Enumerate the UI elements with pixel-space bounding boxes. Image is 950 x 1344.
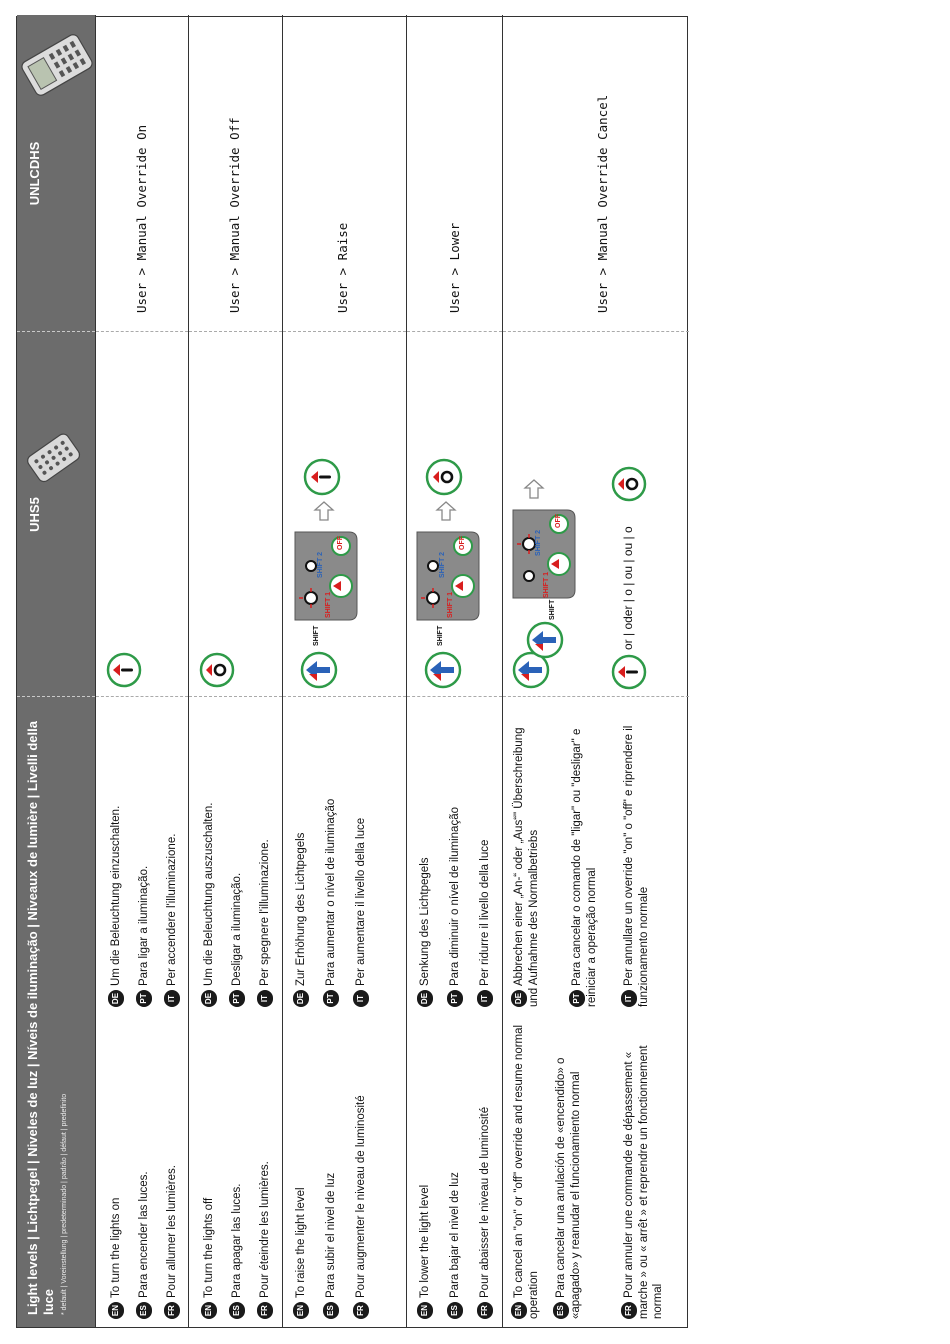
instruction-de: DESenkung des Lichtpegels [417,702,433,1007]
instruction-es: ESPara subir el nivel de luz [323,1009,339,1319]
off-label: OFF [555,514,562,528]
shift-lower-button-icon[interactable] [525,620,565,660]
off-button-icon[interactable] [199,652,235,688]
instruction-es: ESPara apagar las luces. [229,1009,245,1319]
unl-cell [96,14,188,332]
on-button-icon[interactable] [611,654,647,690]
instruction-it: ITPer annullare un override "on" o "off" e riprendere il funzionamento normale [621,707,651,1007]
or-text: or | oder | o | ou | ou | o [621,526,635,650]
instruction-it: ITPer accendere l'illuminazione. [164,702,180,1007]
instruction-it: ITPer ridurre il livello della luce [477,702,493,1007]
table-row [95,15,188,1327]
instruction-en: ENTo turn the lights off [201,1009,217,1319]
instruction-it: ITPer spegnere l'illuminazione. [257,702,273,1007]
on-button-icon[interactable] [106,652,142,688]
instruction-de: DEUm die Beleuchtung auszuschalten. [201,702,217,1007]
page-canvas [16,16,688,1328]
instruction-pt: PTPara cancelar o comando de "ligar" ou "desligar" e reiniciar a operação normal [569,707,599,1007]
table-row [188,15,282,1327]
instruction-es: ESPara encender las luces. [136,1009,152,1319]
uhs5-cell [189,331,282,697]
table-row [406,15,502,1327]
uhs5-cell [96,331,188,697]
instruction-fr: FRPour allumer les lumières. [164,1009,180,1319]
instruction-de: DEAbbrechen einer „An-“ oder „Aus“" Überschreibung und Aufnahme des Normalbetriebs [511,707,541,1007]
page-subtitle: * default | Voreinstellung | predeterminado | padrão | défaut | predefinito [61,1093,68,1315]
header-unl-cell [17,15,95,332]
shift2-label: SHIFT 2 [535,529,542,556]
instruction-cell [189,697,282,1327]
unl-cell [283,14,406,332]
instruction-es: ESPara cancelar una anulación de «encendido» o «apagado» y reanudar el funcionamiento normal [553,1019,583,1319]
unlcdhs-handheld-icon [21,28,93,102]
table-row [502,15,689,1327]
arrow-right-icon [523,478,545,500]
instruction-pt: PTPara ligar a iluminação. [136,702,152,1007]
unl-menu-path: User > Manual Override On [134,124,149,313]
instruction-en: ENTo turn the lights on [108,1009,124,1319]
arrow-right-icon [435,500,457,522]
shift1-label: SHIFT 1 [543,571,550,598]
instruction-en: ENTo raise the light level [293,1009,309,1319]
header-title-cell [17,697,95,1327]
unl-cell [189,14,282,332]
shift-lower-button-icon[interactable] [421,646,481,690]
off-button-icon[interactable] [425,458,463,496]
unl-menu-path: User > Manual Override Off [227,117,242,313]
instruction-fr: FRPour augmenter le niveau de luminosité [353,1009,369,1319]
instruction-cell [407,697,502,1327]
instruction-cell [503,697,689,1327]
uhs5-cell [407,331,502,697]
arrow-right-icon [313,500,335,522]
off-label: OFF [459,536,466,550]
uhs5-remote-icon [23,427,83,487]
unl-menu-path: User > Raise [335,222,350,313]
page-title: Light levels | Lichtpegel | Niveles de luz | Níveis de iluminação | Niveaux de lumière | Livelli della luce [25,721,56,1315]
instruction-cell [96,697,188,1327]
light-levels-table [16,16,688,1328]
shift1-label: SHIFT 1 [325,591,332,618]
unl-cell [407,14,502,332]
instruction-cell [283,697,406,1327]
header-uhs5-cell [17,332,95,697]
table-row [282,15,406,1327]
shift-raise-button-icon[interactable] [297,646,357,690]
instruction-pt: PTDesligar a iluminação. [229,702,245,1007]
instruction-fr: FRPour éteindre les lumières. [257,1009,273,1319]
shift2-label: SHIFT 2 [439,551,446,578]
instruction-fr: FRPour annuler une commande de dépassement « marche » ou « arrêt » et reprendre un fonctionnement normal [621,1019,665,1319]
instruction-en: ENTo cancel an "on" or "off" override and resume normal operation [511,1019,541,1319]
instruction-de: DEUm die Beleuchtung einzuschalten. [108,702,124,1007]
uhs5-cell [283,331,406,697]
instruction-it: ITPer aumentare il livello della luce [353,702,369,1007]
unl-menu-path: User > Lower [447,222,462,313]
instruction-pt: PTPara diminuir o nível de iluminação [447,702,463,1007]
instruction-es: ESPara bajar el nivel de luz [447,1009,463,1319]
instruction-en: ENTo lower the light level [417,1009,433,1319]
unl-cell [503,14,689,332]
shift-label: SHIFT [549,599,556,620]
instruction-fr: FRPour abaisser le niveau de luminosité [477,1009,493,1319]
off-label: OFF [337,536,344,550]
instruction-pt: PTPara aumentar o nível de iluminação [323,702,339,1007]
device-uhs5-label: UHS5 [27,497,42,532]
instruction-de: DEZur Erhöhung des Lichtpegels [293,702,309,1007]
unl-menu-path: User > Manual Override Cancel [595,94,610,313]
uhs5-cell [503,331,689,697]
shift2-label: SHIFT 2 [317,551,324,578]
on-button-icon[interactable] [303,458,341,496]
shift1-label: SHIFT 1 [447,591,454,618]
device-unl-label: UNLCDHS [27,141,42,206]
shift-label: SHIFT [313,625,320,646]
off-button-icon[interactable] [611,466,647,502]
shift-label: SHIFT [437,625,444,646]
